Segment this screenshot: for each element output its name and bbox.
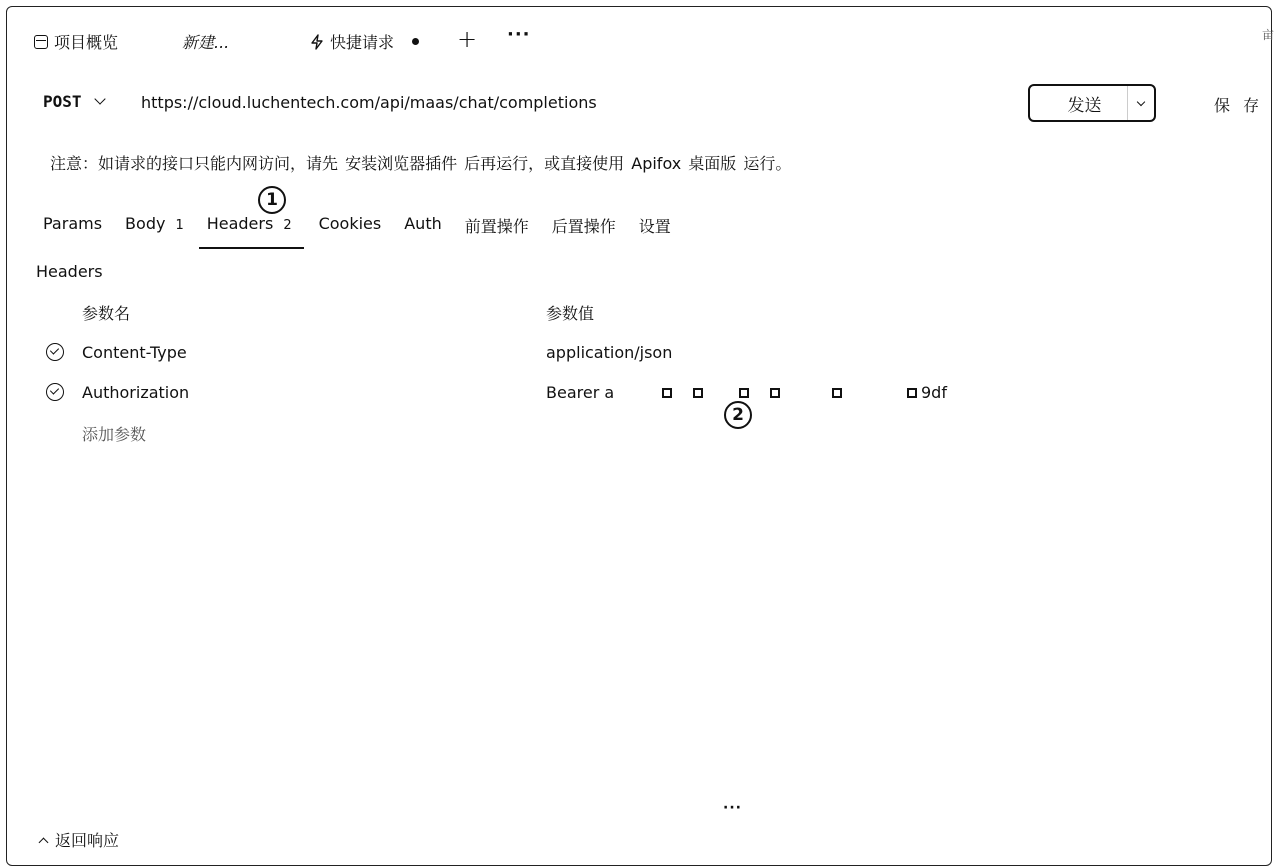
tab-body-label: Body — [125, 214, 166, 233]
tab-headers-count: 2 — [283, 218, 292, 233]
send-button-group — [1028, 84, 1156, 122]
row-enabled-check-icon[interactable] — [46, 343, 64, 361]
request-tabs — [43, 212, 694, 249]
url-input[interactable]: https://cloud.luchentech.com/api/maas/chat/completions — [141, 93, 597, 112]
method-select[interactable] — [43, 92, 104, 111]
tab-settings[interactable] — [639, 212, 671, 249]
annotation-marker-1: 1 — [258, 186, 286, 214]
tab-auth-label: Auth — [404, 214, 442, 233]
row-enabled-check-icon[interactable] — [46, 383, 64, 401]
header-value-authorization-tail: 9df — [921, 383, 947, 402]
unsaved-dot-icon — [412, 38, 419, 45]
tab-quick-request-label: 快捷请求 — [330, 33, 395, 52]
header-name-content-type[interactable]: Content-Type — [82, 343, 187, 362]
tab-new[interactable]: 新建... — [182, 33, 230, 52]
resize-handle[interactable]: ··· — [723, 800, 742, 816]
tab-body[interactable] — [125, 212, 184, 249]
column-header-name: 参数名 — [82, 304, 131, 323]
redaction-mark — [770, 388, 780, 398]
send-button[interactable]: 发送 — [1067, 95, 1102, 116]
annotation-marker-2: 2 — [724, 401, 752, 429]
tab-headers-label: Headers — [206, 214, 274, 233]
tab-body-count: 1 — [175, 218, 184, 233]
header-name-authorization[interactable]: Authorization — [82, 383, 190, 402]
tab-settings-label: 设置 — [638, 217, 671, 236]
redaction-mark — [662, 388, 672, 398]
chevron-up-icon — [39, 838, 49, 848]
tab-cookies[interactable] — [319, 212, 382, 249]
method-label: POST — [43, 92, 82, 111]
tab-post-operations[interactable] — [552, 212, 616, 249]
redaction-mark — [907, 388, 917, 398]
redaction-mark — [739, 388, 749, 398]
add-param-button[interactable]: 添加参数 — [82, 425, 147, 444]
chevron-down-icon — [1137, 97, 1145, 105]
tab-quick-request[interactable] — [310, 30, 419, 53]
send-options-button[interactable] — [1127, 86, 1154, 120]
chevron-down-icon — [94, 93, 105, 104]
save-button[interactable]: 保 存 — [1214, 96, 1264, 115]
lightning-icon — [310, 34, 324, 50]
tab-cookies-label: Cookies — [318, 214, 382, 233]
tab-headers[interactable] — [199, 212, 304, 249]
tab-auth[interactable] — [404, 212, 442, 249]
more-tabs-button[interactable]: ··· — [507, 24, 531, 45]
tab-params-label: Params — [43, 214, 103, 233]
tab-pre-operations-label: 前置操作 — [464, 217, 529, 236]
tab-params[interactable] — [43, 212, 102, 249]
redaction-mark — [832, 388, 842, 398]
intranet-notice: 注意：如请求的接口只能内网访问，请先 安装浏览器插件 后再运行，或直接使用 Apifox 桌面版 运行。 — [50, 154, 792, 173]
new-tab-button[interactable]: + — [457, 25, 478, 53]
response-label: 返回响应 — [55, 831, 120, 850]
app-window — [6, 6, 1275, 866]
tab-project-overview[interactable] — [34, 30, 118, 53]
tab-project-overview-label: 项目概览 — [54, 33, 119, 52]
window-icon — [34, 35, 48, 49]
header-value-authorization[interactable]: Bearer a — [546, 383, 615, 402]
headers-section-title: Headers — [36, 262, 103, 281]
column-header-value: 参数值 — [546, 304, 595, 323]
header-value-content-type[interactable]: application/json — [546, 343, 673, 362]
corner-glyph: 亩 — [1262, 28, 1275, 42]
tab-post-operations-label: 后置操作 — [551, 217, 616, 236]
redaction-mark — [693, 388, 703, 398]
tab-pre-operations[interactable] — [465, 212, 529, 249]
